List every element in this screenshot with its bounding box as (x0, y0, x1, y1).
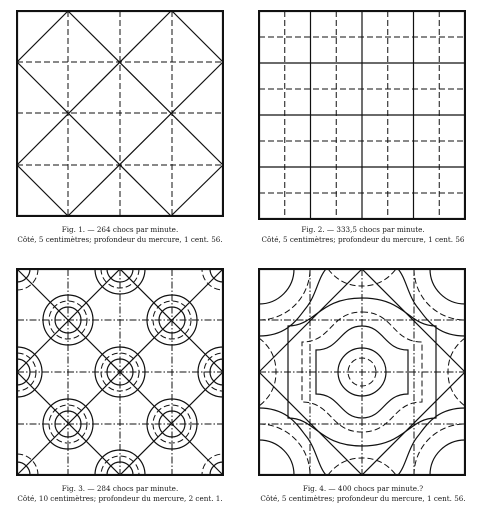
figure-1-diagram (16, 10, 224, 217)
figure-2-title: Fig. 2. — 333,5 chocs par minute. (301, 225, 425, 234)
figure-3-caption (10, 484, 230, 504)
figure-1-detail: Côté, 5 centimètres; profondeur du mercure, 1 cent. 56. (17, 235, 223, 244)
figure-2 (258, 10, 466, 220)
figure-2-caption (252, 225, 474, 245)
figure-4-title: Fig. 4. — 400 chocs par minute.? (302, 484, 424, 493)
figure-4-diagram (258, 268, 466, 476)
figure-3-diagram (16, 268, 224, 476)
figure-3 (16, 268, 224, 476)
figure-4-caption (252, 484, 474, 504)
figure-1-title: Fig. 1. — 264 chocs par minute. (61, 225, 179, 234)
figure-2-detail: Côté, 5 centimètres; profondeur du mercure, 1 cent. 56 (261, 235, 465, 244)
figure-2-diagram (258, 10, 466, 220)
figure-1 (16, 10, 224, 217)
figure-1-caption (10, 225, 230, 245)
figure-3-title: Fig. 3. — 284 chocs par minute. (61, 484, 179, 493)
figure-3-detail: Côté, 10 centimètres; profondeur du mercure, 2 cent. 1. (17, 494, 223, 503)
figure-4-detail: Côté, 5 centimètres; profondeur du mercure, 1 cent. 56. (260, 494, 466, 503)
figure-2-grid (259, 11, 465, 219)
figure-4 (258, 268, 466, 476)
